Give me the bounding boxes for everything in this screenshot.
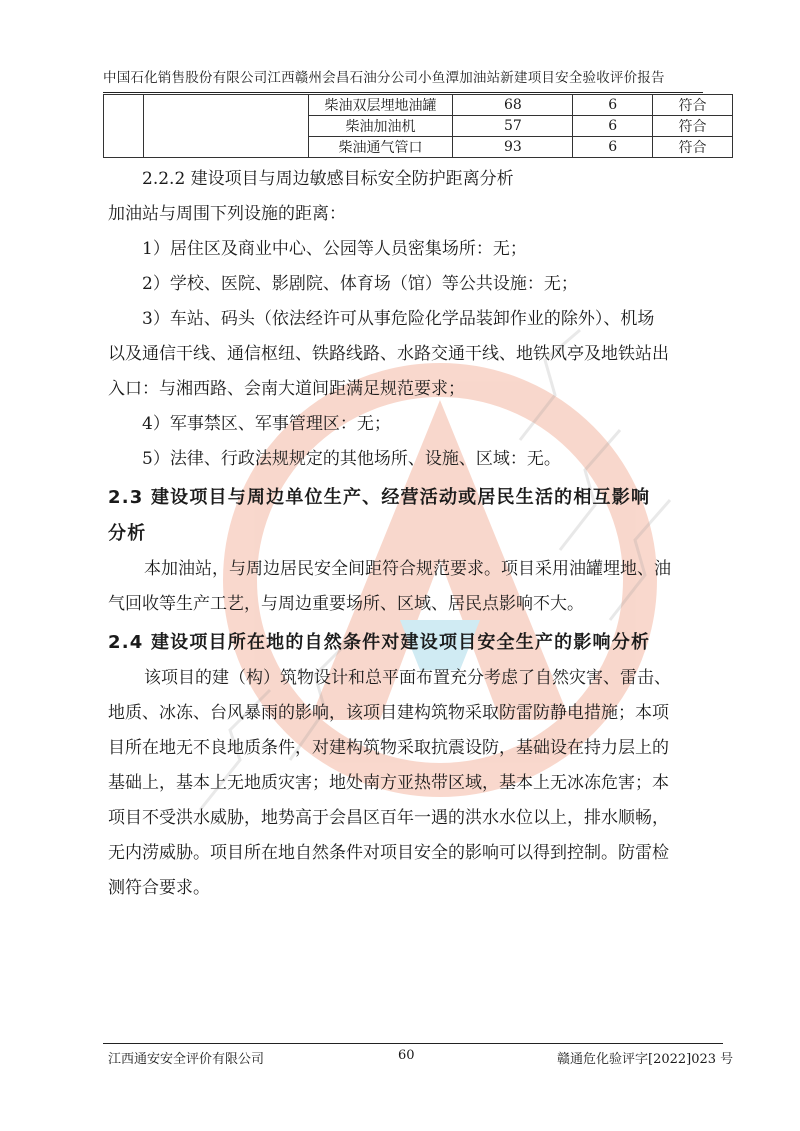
- paragraph-line: 无内涝威胁。项目所在地自然条件对项目安全的影响可以得到控制。防雷检: [108, 843, 669, 863]
- section-2-3-heading: 2.3 建设项目与周边单位生产、经营活动或居民生活的相互影响: [108, 487, 651, 508]
- paragraph-line: 地质、冰冻、台风暴雨的影响，该项目建构筑物采取防雷防静电措施；本项: [108, 703, 669, 723]
- table-cell-empty: [104, 95, 144, 158]
- section-2-4-heading: 2.4 建设项目所在地的自然条件对建设项目安全生产的影响分析: [108, 632, 651, 653]
- table-cell-empty: [143, 95, 308, 158]
- table-cell-item: 柴油加油机: [308, 116, 453, 137]
- table-cell-actual: 57: [453, 116, 573, 137]
- footer-company: 江西通安安全评价有限公司: [108, 1052, 265, 1067]
- table-cell-actual: 68: [453, 95, 573, 116]
- page-header: 中国石化销售股份有限公司江西赣州会昌石油分公司小鱼潭加油站新建项目安全验收评价报告: [103, 70, 665, 86]
- paragraph-line: 项目不受洪水威胁，地势高于会昌区百年一遇的洪水水位以上，排水顺畅，: [108, 808, 669, 828]
- table-cell-result: 符合: [653, 95, 733, 116]
- paragraph-line: 测符合要求。: [108, 878, 210, 898]
- table-cell-required: 6: [573, 137, 653, 158]
- paragraph-line: 该项目的建（构）筑物设计和总平面布置充分考虑了自然灾害、雷击、: [144, 668, 671, 688]
- paragraph-line: 气回收等生产工艺，与周边重要场所、区域、居民点影响不大。: [108, 594, 584, 614]
- list-item-continuation: 入口：与湘西路、会南大道间距满足规范要求；: [108, 379, 465, 399]
- table-cell-result: 符合: [653, 137, 733, 158]
- list-item: 3）车站、码头（依法经许可从事危险化学品装卸作业的除外）、机场: [142, 309, 655, 329]
- paragraph-line: 目所在地无不良地质条件，对建构筑物采取抗震设防，基础设在持力层上的: [108, 738, 669, 758]
- footer-doc-number: 赣通危化验评字[2022]023 号: [557, 1052, 734, 1067]
- table-cell-required: 6: [573, 95, 653, 116]
- header-rule: [103, 92, 703, 93]
- list-item: 1）居住区及商业中心、公园等人员密集场所：无；: [142, 239, 527, 259]
- table-cell-item: 柴油通气管口: [308, 137, 453, 158]
- footer-rule: [103, 1043, 723, 1044]
- section-2-2-2-heading: 2.2.2 建设项目与周边敏感目标安全防护距离分析: [142, 169, 514, 189]
- list-item: 5）法律、行政法规规定的其他场所、设施、区域：无。: [142, 449, 561, 469]
- table-row: [104, 95, 733, 116]
- table-cell-item: 柴油双层埋地油罐: [308, 95, 453, 116]
- section-2-3-heading-cont: 分析: [108, 523, 147, 544]
- main-content: [108, 162, 728, 906]
- page-number: 60: [398, 1048, 415, 1063]
- distance-table-continuation: [103, 94, 733, 158]
- list-item-continuation: 以及通信干线、通信枢纽、铁路线路、水路交通干线、地铁风亭及地铁站出: [108, 344, 669, 364]
- table-cell-actual: 93: [453, 137, 573, 158]
- table-cell-result: 符合: [653, 116, 733, 137]
- paragraph-line: 本加油站，与周边居民安全间距符合规范要求。项目采用油罐埋地、油: [144, 559, 671, 579]
- table-cell-required: 6: [573, 116, 653, 137]
- list-item: 4）军事禁区、军事管理区：无；: [142, 414, 391, 434]
- paragraph-line: 基础上，基本上无地质灾害；地处南方亚热带区域，基本上无冰冻危害；本: [108, 773, 669, 793]
- section-2-2-2-intro: 加油站与周围下列设施的距离：: [108, 204, 346, 224]
- list-item: 2）学校、医院、影剧院、体育场（馆）等公共设施：无；: [142, 274, 578, 294]
